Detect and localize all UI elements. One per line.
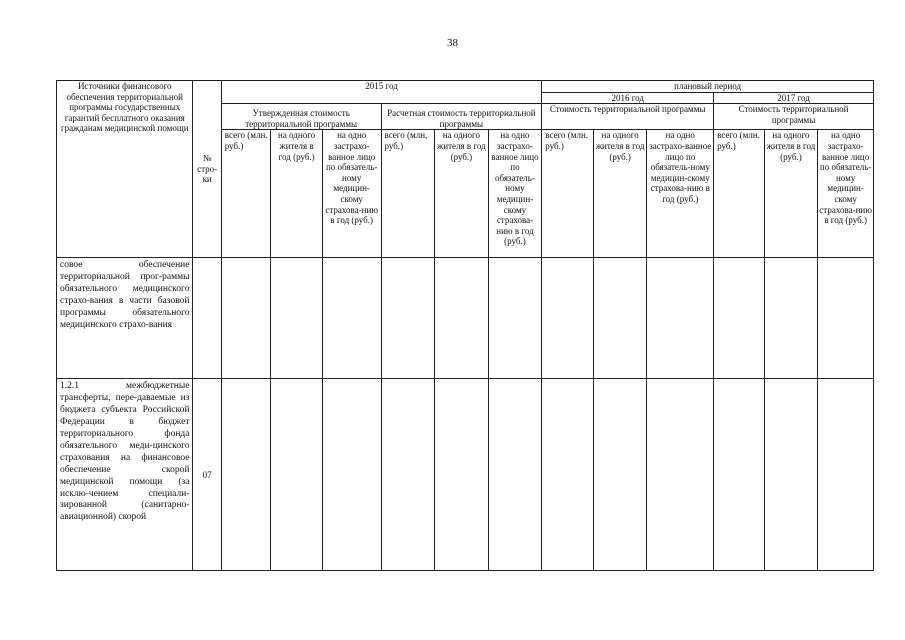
header-cost-2016: Стоимость территориальной программы — [542, 104, 714, 130]
row-number: 07 — [193, 379, 221, 571]
cell — [714, 258, 765, 379]
cell — [381, 379, 435, 571]
cell — [488, 258, 542, 379]
row-label: совое обеспечение территориальной прог-раммы обязательного медицинского страхо-вания в части базовой программы обязательного медицинского страхо-вания — [57, 258, 193, 379]
header-year-2017: 2017 год — [714, 92, 874, 104]
cell — [322, 258, 381, 379]
subheader-per-insured-2015-approved: на одно застрахо-ванное лицо по обязатель-ному медицин-скому страхова-нию в год (руб.) — [322, 130, 381, 258]
cell — [221, 379, 271, 571]
table-row — [57, 379, 874, 571]
subheader-per-resident-2015-calculated: на одного жителя в год (руб.) — [435, 130, 489, 258]
header-row-number-text: № стро-ки — [197, 153, 218, 185]
cell — [488, 379, 542, 571]
cell — [221, 258, 271, 379]
cell — [435, 258, 489, 379]
cell — [764, 379, 818, 571]
cell — [818, 258, 874, 379]
subheader-per-resident-2016: на одного жителя в год (руб.) — [593, 130, 647, 258]
cell — [593, 258, 647, 379]
cell — [435, 379, 489, 571]
header-source: Источники финансового обеспечения территориальной программы государственных гарантий бесплатного оказания гражданам медицинской помощи — [57, 81, 193, 258]
header-approved-cost: Утвержденная стоимость территориальной программы — [221, 104, 381, 130]
cell — [271, 379, 323, 571]
header-calculated-cost: Расчетная стоимость территориальной программы — [381, 104, 542, 130]
cell — [647, 258, 714, 379]
subheader-per-resident-2015-approved: на одного жителя в год (руб.) — [271, 130, 323, 258]
subheader-per-insured-2017: на одно застрахо-ванное лицо по обязатель-ному медицин-скому страхова-нию в год (руб.) — [818, 130, 874, 258]
cell — [542, 379, 594, 571]
cell — [818, 379, 874, 571]
cell — [542, 258, 594, 379]
cell — [322, 379, 381, 571]
header-planning-period: плановый период — [542, 81, 874, 93]
financing-table — [56, 80, 874, 571]
cell — [764, 258, 818, 379]
header-year-2015: 2015 год — [221, 81, 542, 104]
table-row — [57, 258, 874, 379]
cell — [593, 379, 647, 571]
cell — [647, 379, 714, 571]
row-label: 1.2.1 межбюджетные трансферты, пере-даваемые из бюджета субъекта Российской Федерации в бюджет территориального фонда обязательного меди-цинского страхования на финансовое обеспечение скорой медицинской помощи (за исклю-чением специали-зированной (санитарно-авиационной) скорой — [57, 379, 193, 571]
subheader-total-2016: всего (млн. руб.) — [542, 130, 594, 258]
subheader-total-2017: всего (млн. руб.) — [714, 130, 765, 258]
subheader-per-insured-2016: на одно застрахо-ванное лицо по обязатель-ному медицин-скому страхова-нию в год (руб.) — [647, 130, 714, 258]
subheader-per-insured-2015-calculated: на одно застрахо-ванное лицо по обязатель-ному медицин-скому страхова-нию в год (руб.) — [488, 130, 542, 258]
cell — [271, 258, 323, 379]
header-year-2016: 2016 год — [542, 92, 714, 104]
subheader-per-resident-2017: на одного жителя в год (руб.) — [764, 130, 818, 258]
subheader-total-2015-calculated: всего (млн, руб.) — [381, 130, 435, 258]
cell — [381, 258, 435, 379]
cell — [714, 379, 765, 571]
header-row-number — [193, 81, 221, 258]
row-number — [193, 258, 221, 379]
header-cost-2017: Стоимость территориальной программы — [714, 104, 874, 130]
page-number: 38 — [447, 37, 458, 49]
subheader-total-2015-approved: всего (млн. руб.) — [221, 130, 271, 258]
